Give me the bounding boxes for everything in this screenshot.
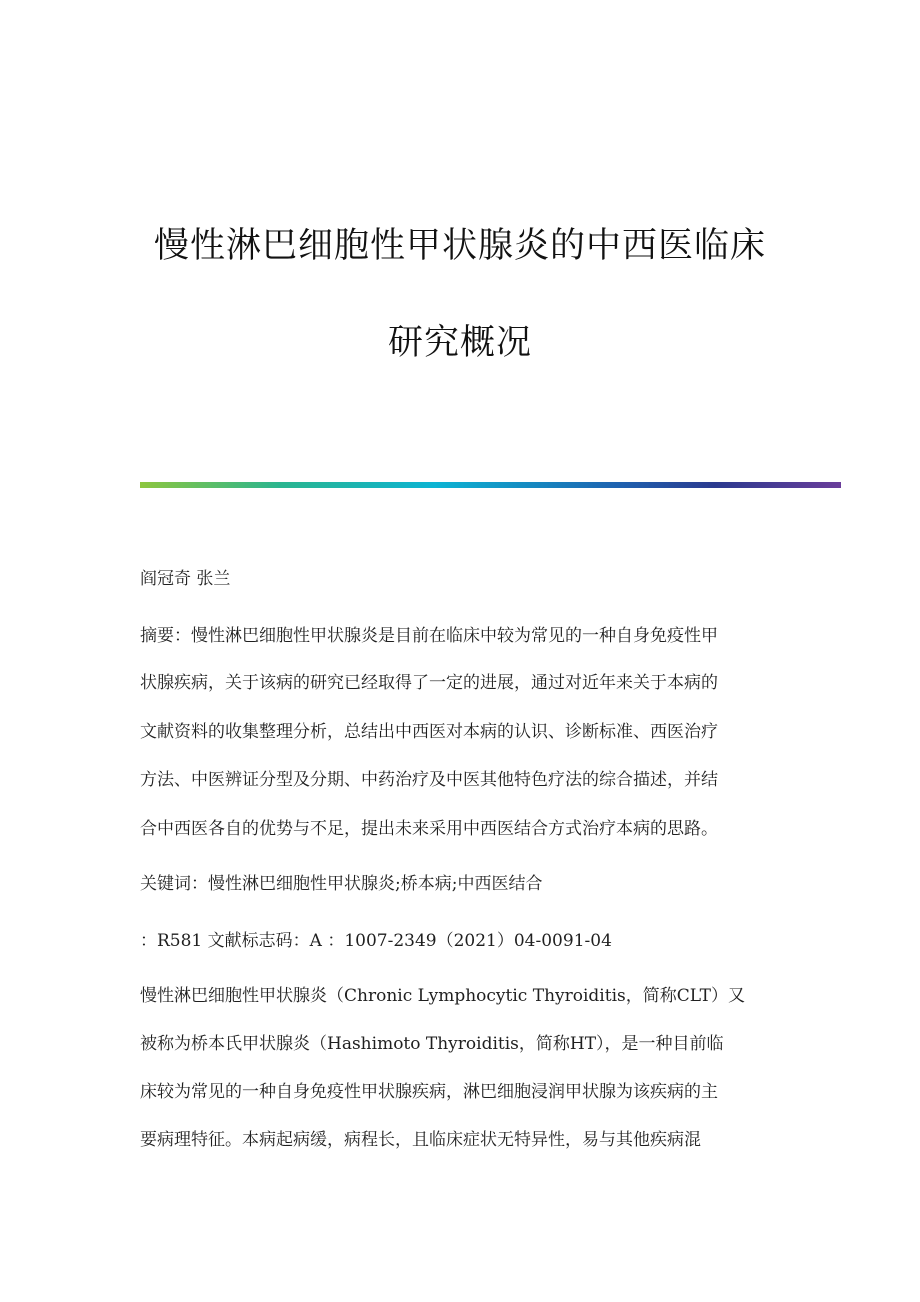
body-line: 被称为桥本氏甲状腺炎（Hashimoto Thyroiditis，简称HT），是一种目前临 [140,1034,724,1054]
abstract-line: 摘要：慢性淋巴细胞性甲状腺炎是目前在临床中较为常见的一种自身免疫性甲 [140,626,718,646]
keywords: 关键词：慢性淋巴细胞性甲状腺炎;桥本病;中西医结合 [140,874,543,894]
body-line: 床较为常见的一种自身免疫性甲状腺疾病，淋巴细胞浸润甲状腺为该疾病的主 [140,1082,718,1102]
abstract-line: 文献资料的收集整理分析，总结出中西医对本病的认识、诊断标准、西医治疗 [140,722,718,742]
body-line: 要病理特征。本病起病缓，病程长，且临床症状无特异性，易与其他疾病混 [140,1130,701,1150]
gradient-divider [140,482,841,488]
title-line-1: 慢性淋巴细胞性甲状腺炎的中西医临床 [153,226,766,266]
title-line-2: 研究概况 [387,323,532,363]
abstract-line: 状腺疾病，关于该病的研究已经取得了一定的进展，通过对近年来关于本病的 [140,673,718,693]
authors: 阎冠奇 张兰 [140,569,231,589]
body-line: 慢性淋巴细胞性甲状腺炎（Chronic Lymphocytic Thyroiditis，简称CLT）又 [140,986,745,1006]
abstract-line: 方法、中医辨证分型及分期、中药治疗及中医其他特色疗法的综合描述，并结 [140,770,718,790]
abstract-line: 合中西医各自的优势与不足，提出未来采用中西医结合方式治疗本病的思路。 [140,819,718,839]
classification-line: ：R581 文献标志码：A ：1007-2349（2021）04-0091-04 [140,931,612,951]
